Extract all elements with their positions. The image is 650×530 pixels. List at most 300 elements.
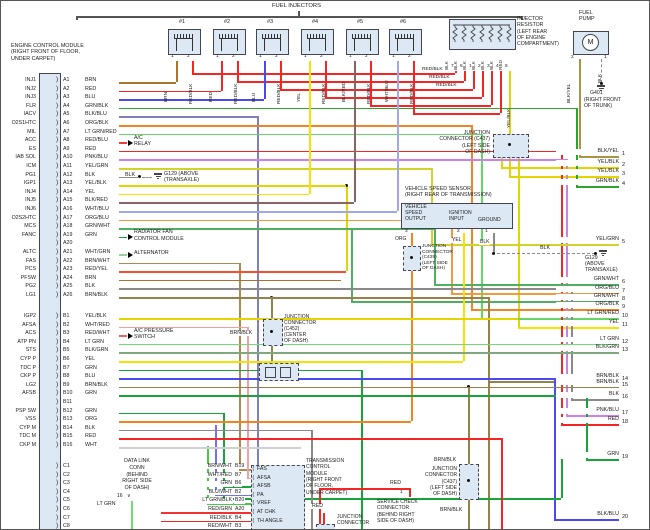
injector-lead xyxy=(309,39,310,51)
service-check-pin: 1 xyxy=(400,490,403,495)
wire-segment xyxy=(119,82,176,84)
tcm-wire-color: RED/BLK xyxy=(171,516,233,521)
ecm-pin-id: A25 xyxy=(63,283,73,290)
ecm-signal-label: LG1 xyxy=(25,292,36,298)
injector-pin-number: 2 xyxy=(232,54,235,59)
vss-pin-wire-color: BLK xyxy=(480,239,490,245)
c437-bot-wire-color: BRN/BLK xyxy=(440,507,463,513)
ecm-pin-id: C6 xyxy=(63,506,70,512)
wire-segment xyxy=(325,97,482,99)
ground-symbol xyxy=(602,255,604,256)
injector-lead xyxy=(176,39,177,51)
junction-connector-c452-label: CONNECTOR xyxy=(284,320,317,326)
right-wire-number: 17 xyxy=(622,410,629,416)
ecm-pin-bracket: ) xyxy=(56,355,59,362)
wire-segment xyxy=(554,519,619,521)
junction-connector-c437-label: JUNCTION xyxy=(463,130,490,136)
right-wire-color: BRN/BLK xyxy=(556,374,620,380)
wire-segment xyxy=(361,370,363,530)
ecm-signal-label: INJ2 xyxy=(25,85,36,92)
junction-connector-bottom xyxy=(316,524,335,530)
ecm-pin-bracket: ) xyxy=(56,222,59,230)
wire-segment xyxy=(351,228,353,301)
ecm-pin-bracket: ) xyxy=(56,256,59,264)
right-wire-color: RED xyxy=(556,417,620,423)
right-wire-number: 18 xyxy=(622,419,629,425)
dlc-pin-number: 16 xyxy=(117,493,123,499)
ecm-wire-color: BRN/BLK xyxy=(85,381,108,388)
redblk-bus-label: RED/BLK xyxy=(429,74,450,80)
ecm-pin-id: A9 xyxy=(63,145,70,152)
ecm-signal-label: PCS xyxy=(25,266,36,273)
ecm-wire-color: GRN/WHT xyxy=(85,223,111,230)
right-wire-color: YEL xyxy=(556,320,620,326)
arrow-icon xyxy=(128,140,133,146)
ecm-pin-id: C1 xyxy=(63,463,70,469)
fuel-injector xyxy=(346,29,379,55)
wire-segment xyxy=(119,254,127,256)
dlc-pin-bracket: ∨ xyxy=(127,493,131,499)
ecm-pin-id: C5 xyxy=(63,497,70,504)
injector-wire2-color: RED/BLK xyxy=(366,83,372,105)
ecm-wire-color: BLK/RED xyxy=(85,197,108,204)
ground-name: (TRANSAXLE) xyxy=(164,176,200,183)
tcm-terminal-bracket: ( xyxy=(252,466,255,472)
ecm-pin-id: B7 xyxy=(63,364,70,371)
ecm-pin-id: B10 xyxy=(63,390,73,397)
injector-lead xyxy=(325,39,326,51)
junction-connector-c437-bottom-label: (C437) xyxy=(441,478,457,485)
injector-pin-number: 2 xyxy=(408,54,411,59)
tcm-terminal-bracket: ( xyxy=(252,509,255,515)
wire-segment xyxy=(119,202,354,204)
injector-pin-number: 1 xyxy=(259,54,262,59)
ecm-signal-label: AFSA xyxy=(22,321,36,328)
wire-segment xyxy=(431,244,619,246)
injector-resistor-label: INJECTOR xyxy=(517,16,543,22)
injector-number: #3 xyxy=(267,19,274,25)
injector-wire2-color: RED/BLK xyxy=(276,83,282,105)
ecm-wire-color: GRN xyxy=(85,364,97,371)
resistor-pin-number: 4 xyxy=(496,64,499,69)
ecm-wire-color: YEL xyxy=(85,188,96,195)
wire-segment xyxy=(76,16,78,20)
ground-name: G129 (ABOVE xyxy=(164,170,199,177)
junction-connector-c437-label: CONNECTOR (C437) xyxy=(439,136,490,143)
ecm-pin-id: A19 xyxy=(63,231,73,238)
injector-pin-number: 2 xyxy=(275,54,278,59)
ecm-pin-id: B8 xyxy=(63,373,70,380)
wire-segment xyxy=(518,327,619,329)
component-target-label: RELAY xyxy=(134,141,151,148)
vss-pin-number: 1 xyxy=(485,229,488,234)
ecm-wire-color: WHT/GRN xyxy=(85,249,111,255)
ecm-wire-color: YEL/BLK xyxy=(85,180,107,187)
injector-wire2-color: RED/BLK xyxy=(321,83,327,105)
tcm-terminal-bracket: ( xyxy=(252,517,255,524)
wire-segment xyxy=(119,335,127,337)
vss-terminal-label: VEHICLE xyxy=(405,204,427,210)
injector-wire1-color: BLK/RED xyxy=(341,81,347,103)
right-wire-color: ORG/BLU xyxy=(556,286,620,292)
ecm-signal-label: CYP P xyxy=(20,356,36,362)
wire-segment xyxy=(119,91,221,93)
right-wire-color: BLK/GRN xyxy=(556,345,620,351)
wire-segment xyxy=(119,430,311,432)
ecm-signal-label: FAS xyxy=(25,257,36,264)
wire-segment xyxy=(413,113,500,115)
injector-number: #2 xyxy=(224,19,231,25)
ecm-wire-color: GRN xyxy=(85,407,97,414)
injector-resistor-label: COMPARTMENT) xyxy=(517,41,559,48)
ecm-pin-id: B11 xyxy=(63,399,73,405)
injector-pin-number: 1 xyxy=(349,54,352,59)
ecm-pin-bracket: ) xyxy=(56,265,59,273)
ecm-signal-label: PG1 xyxy=(25,171,36,178)
ecm-signal-label: AFSB xyxy=(22,390,36,397)
wire-segment xyxy=(119,297,488,299)
ecm-pin-bracket: ) xyxy=(56,329,59,337)
ecm-signal-label: LG2 xyxy=(25,381,36,388)
ecm-pin-bracket: ) xyxy=(56,170,59,178)
ecm-wire-color: GRN/BLK xyxy=(85,102,109,109)
ecm-pin-bracket: ) xyxy=(56,312,59,319)
c452-wire-color: BRN/BLK xyxy=(230,330,253,336)
wire-segment xyxy=(119,125,471,127)
ecm-pin-id: A2 xyxy=(63,85,70,92)
ecm-pin-id: A5 xyxy=(63,111,70,118)
right-wire-color: GRN/BLK xyxy=(556,179,620,185)
tcm-terminal-label: VREF xyxy=(257,500,271,507)
right-wire-number: 11 xyxy=(622,322,628,328)
ecm-pin-bracket: ) xyxy=(56,513,59,521)
injector-wire1-color: BLU xyxy=(251,92,257,103)
ecm-wire-color: YEL xyxy=(85,356,96,362)
junction-connector-c437-bottom xyxy=(459,464,479,500)
wire-segment xyxy=(397,61,399,211)
injector-lead xyxy=(397,39,398,51)
right-wire-number: 1 xyxy=(622,151,626,157)
ecm-signal-label: ACC xyxy=(24,137,36,144)
ecm-pin-id: A6 xyxy=(63,120,70,126)
tcm-terminal-label: TH ANGLE xyxy=(257,517,283,524)
wire-segment xyxy=(501,438,503,530)
tcm-pin-id: B6 xyxy=(235,480,242,487)
ecm-pin-bracket: ) xyxy=(56,423,59,431)
ecm-wire-color: BLU xyxy=(85,373,96,380)
ecm-pin-bracket: ) xyxy=(56,462,59,469)
ecm-pin-id: A18 xyxy=(63,223,73,230)
junction-connector-c452-label: (C452) xyxy=(284,326,300,332)
ground-name: TRANSAXLE) xyxy=(585,267,618,274)
right-wire-number: 16 xyxy=(622,394,629,400)
wire-segment xyxy=(586,395,588,459)
junction-connector-bottom-label: JUNCTION xyxy=(337,514,363,520)
tcm-title: (RIGHT FRONT xyxy=(306,476,342,483)
junction-connector-c429-label: JUNCTION xyxy=(422,244,447,249)
wire-segment xyxy=(119,344,619,346)
right-wire-number: 5 xyxy=(622,239,626,245)
wire-segment xyxy=(119,168,431,170)
ecm-wire-color: BLK xyxy=(85,424,96,431)
injector-resistor-label: OF ENGINE xyxy=(517,34,546,41)
fuel-pump-pin: 1 xyxy=(604,55,607,60)
wire-segment xyxy=(142,177,152,178)
ecm-signal-label: PSP SW xyxy=(15,407,36,414)
ecm-pin-id: B5 xyxy=(63,347,70,354)
vss-pin-number: 2 xyxy=(457,229,460,234)
fuel-injector xyxy=(301,29,334,55)
ecm-pin-bracket: ) xyxy=(56,196,59,204)
vss-title: VEHICLE SPEED SENSOR xyxy=(405,186,471,192)
injector-pin-number: 2 xyxy=(320,54,323,59)
ecm-wire-color: BRN/WHT xyxy=(85,257,110,264)
tcm-pin-id: A20 xyxy=(235,506,245,512)
ecm-pin-id: A13 xyxy=(63,180,73,187)
injector-wire2-color: RED/BLK xyxy=(188,83,194,105)
resistor-coil-icon xyxy=(449,19,514,48)
ecm-pin-bracket: ) xyxy=(56,372,59,380)
ecm-signal-label: INJ5 xyxy=(25,197,36,204)
wire-segment xyxy=(586,459,619,461)
right-wire-number: 12 xyxy=(622,338,629,345)
ecm-wire-color: WHT/RED xyxy=(85,321,110,328)
fuel-pump-wire-color: BLK xyxy=(597,73,603,84)
wire-segment xyxy=(131,501,133,530)
right-wire-color: BLK/YEL xyxy=(556,149,620,155)
wire-segment xyxy=(119,280,341,282)
ground-symbol xyxy=(599,88,604,89)
resistor-pin-number: 1 xyxy=(469,64,472,69)
resistor-pin-wire-color: BLK xyxy=(444,61,450,70)
right-wire-number: 20 xyxy=(622,514,629,520)
ecm-signal-label: FLR xyxy=(25,102,36,109)
junction-connector-c452 xyxy=(263,319,283,346)
ecm-pin-bracket: ) xyxy=(56,282,59,290)
injector-lead xyxy=(370,39,371,51)
ground-symbol xyxy=(154,173,162,175)
right-wire-number: 6 xyxy=(622,279,626,285)
service-check-label: (BEHIND RIGHT xyxy=(377,511,415,518)
wire-segment xyxy=(119,134,481,136)
wire-segment xyxy=(579,156,619,158)
wire-segment xyxy=(561,459,563,498)
tcm-wire-color: BLU/WHT xyxy=(171,490,233,495)
injector-wire1-color: BRN xyxy=(163,91,169,103)
wire-segment xyxy=(119,211,397,213)
tcm-pin-id: B3 xyxy=(235,523,242,530)
component-target-label: CONTROL MODULE xyxy=(134,235,184,242)
tcm-wire-color: RED/WHT xyxy=(171,524,233,529)
fuel-pump-pin: 2 xyxy=(571,55,574,60)
ground-name: (ABOVE xyxy=(585,261,605,268)
wire-segment xyxy=(119,185,346,187)
ecm-signal-label: INJ3 xyxy=(25,94,36,101)
injector-lead xyxy=(237,39,238,51)
wire-segment xyxy=(119,271,346,273)
vss-terminal-label: IGNITION xyxy=(449,210,472,216)
junction-connector-c452-label: OF DASH) xyxy=(284,338,308,344)
ecm-pin-id: C4 xyxy=(63,488,70,495)
resistor-pin-number: 6 xyxy=(460,64,463,69)
service-check-label: SERVICE CHECK xyxy=(377,499,418,505)
ecm-pin-bracket: ) xyxy=(56,110,59,118)
ecm-pin-bracket: ) xyxy=(56,153,59,161)
resistor-pin-number: 3 xyxy=(487,64,490,69)
ecm-pin-bracket: ) xyxy=(56,487,59,495)
ecm-signal-label: FANC xyxy=(21,231,36,238)
ecm-title: UNDER CARPET) xyxy=(11,55,56,62)
injector-wire1-color: YEL xyxy=(296,92,302,103)
wire-segment xyxy=(119,194,309,196)
component-target-label: SWITCH xyxy=(134,334,155,341)
junction-connector-c437-label: OF DASH) xyxy=(465,149,490,156)
ecm-pin-id: A23 xyxy=(63,266,73,273)
ground-symbol xyxy=(599,250,607,252)
resistor-output-color: YEL/BLK xyxy=(506,108,512,129)
arrow-icon xyxy=(128,252,133,258)
ecm-signal-label: IGP2 xyxy=(23,313,36,319)
tcm-terminal-bracket: ( xyxy=(252,483,255,490)
wire-segment xyxy=(491,71,493,105)
ecm-signal-label: IAB SOL xyxy=(15,154,36,161)
fuel-pump-label: FUEL xyxy=(579,10,593,16)
junction-connector-bottom-label: CONNECTOR xyxy=(337,520,370,527)
junction-dot xyxy=(467,479,470,482)
right-wire-number: 9 xyxy=(622,304,626,310)
vss-pin-wire-color: YEL xyxy=(452,237,462,243)
component-target-label: A/C xyxy=(134,134,143,141)
right-wire-color: GRN/WHT xyxy=(556,277,620,283)
dlc-label: (BEHIND xyxy=(126,471,148,478)
wire-segment xyxy=(119,438,501,440)
ecm-signal-label: INJ1 xyxy=(25,77,36,83)
injector-wire1-color: WHT/BLU xyxy=(384,80,390,103)
right-wire-color: LT GRN/RED xyxy=(556,311,620,317)
ecm-pin-bracket: ) xyxy=(56,291,59,298)
ecm-pin-bracket: ) xyxy=(56,84,59,92)
injector-number: #6 xyxy=(400,19,407,25)
junction-dot xyxy=(492,252,495,255)
right-wire-number: 10 xyxy=(622,313,629,319)
ground-location: OF TRUNK) xyxy=(584,103,613,110)
fuel-pump-label: PUMP xyxy=(579,16,595,23)
right-wire-number: 14 xyxy=(622,376,629,382)
injector-wire2-color: RED/BLK xyxy=(409,83,415,105)
ecm-pin-bracket: ) xyxy=(56,127,59,135)
wire-segment xyxy=(119,378,554,380)
ecm-signal-label: PFSW xyxy=(20,274,36,281)
ecm-pin-bracket: ) xyxy=(56,144,59,152)
wire-segment xyxy=(237,81,464,83)
resistor-pin-wire-color: RED xyxy=(498,60,504,70)
injector-resistor-label: RESISTOR xyxy=(517,22,544,29)
ecm-pin-id: A11 xyxy=(63,163,73,169)
tcm-title: MODULE xyxy=(306,470,328,477)
ecm-pin-bracket: ) xyxy=(56,239,59,247)
ecm-wire-color: LT GRN xyxy=(85,338,104,345)
right-wire-color: GRN/WHT xyxy=(556,294,620,300)
right-wire-color: BLK/BLU xyxy=(556,512,620,518)
dlc-wire-color: LT GRN xyxy=(97,501,116,507)
ecm-pin-id: B16 xyxy=(63,442,73,448)
resistor-pin-wire-color: BLK xyxy=(489,61,495,70)
resistor-pin-wire-color: BLK xyxy=(462,61,468,70)
wire-segment xyxy=(500,71,502,113)
ecm-pin-id: B2 xyxy=(63,321,70,328)
redblk-bus-label: RED/BLK xyxy=(436,82,457,88)
vss-pin-wire-color: ORG xyxy=(395,236,407,242)
wire-segment xyxy=(298,11,300,16)
wire-segment xyxy=(192,61,194,73)
tcm-wire-color: GRN xyxy=(171,481,233,486)
ecm-signal-label: IGP1 xyxy=(23,180,36,187)
tcm-terminal-bracket: ( xyxy=(252,500,255,507)
ecm-pin-bracket: ) xyxy=(56,415,59,423)
ecm-pin-id: B14 xyxy=(63,424,73,431)
ground-name: G401 xyxy=(590,90,603,96)
injector-pin-number: 1 xyxy=(304,54,307,59)
ecm-pin-id: B12 xyxy=(63,407,73,414)
ground-wire-color: BLK xyxy=(125,171,136,178)
ecm-pin-id: C3 xyxy=(63,480,70,487)
ground-symbol xyxy=(156,176,161,177)
injector-pin-number: 2 xyxy=(187,54,190,59)
wire-segment xyxy=(119,237,127,239)
ecm-wire-color: BLK xyxy=(85,171,96,178)
service-check-label: SIDE OF DASH) xyxy=(377,517,414,524)
ecm-pin-id: A1 xyxy=(63,77,70,83)
right-wire-number: 4 xyxy=(622,181,626,187)
right-wire-number: 15 xyxy=(622,381,629,388)
wire-segment xyxy=(264,61,266,99)
ecm-pin-id: B13 xyxy=(63,416,73,423)
ecm-pin-id: A10 xyxy=(63,154,73,161)
ecm-pin-bracket: ) xyxy=(56,205,59,212)
ecm-pin-bracket: ) xyxy=(56,380,59,388)
junction-connector-c437-bottom-label: CONNECTOR xyxy=(425,472,458,479)
ecm-wire-color: YEL/GRN xyxy=(85,163,109,169)
wire-segment xyxy=(488,297,490,530)
ecm-pin-id: A7 xyxy=(63,128,70,135)
resistor-pin-number: 7 xyxy=(451,64,454,69)
ecm-signal-label: INJ6 xyxy=(25,206,36,212)
ecm-pin-id: A24 xyxy=(63,274,73,281)
ecm-pin-bracket: ) xyxy=(56,505,59,512)
wire-segment xyxy=(455,71,457,73)
vss-title: (RIGHT REAR OF TRANSMISSION) xyxy=(405,192,492,199)
ground-symbol xyxy=(601,253,606,254)
fuel-injectors-group-label: FUEL INJECTORS xyxy=(272,3,321,9)
junction-connector-c429-label: OF DASH) xyxy=(422,266,445,272)
ecm-pin-bracket: ) xyxy=(56,162,59,169)
ecm-wire-color: ORG/BLK xyxy=(85,120,109,126)
right-wire-color: GRN xyxy=(556,452,620,458)
tcm-wire-color: LT GRN/BLK xyxy=(171,498,233,503)
ecm-pin-bracket: ) xyxy=(56,496,59,504)
ecm-pin-bracket: ) xyxy=(56,479,59,487)
ecm-wire-color: RED xyxy=(85,433,97,440)
tcm-title: CONTROL xyxy=(306,464,331,471)
wire-segment xyxy=(451,220,453,293)
injector-number: #5 xyxy=(357,19,364,25)
wire-segment xyxy=(571,399,619,401)
ecm-pin-id: A3 xyxy=(63,94,70,101)
right-wire-number: 13 xyxy=(622,347,629,354)
tcm-terminal-label: FAS xyxy=(257,466,267,472)
junction-connector-c452-label: JUNCTION xyxy=(284,314,310,320)
ecm-pin-bracket: ) xyxy=(56,441,59,448)
